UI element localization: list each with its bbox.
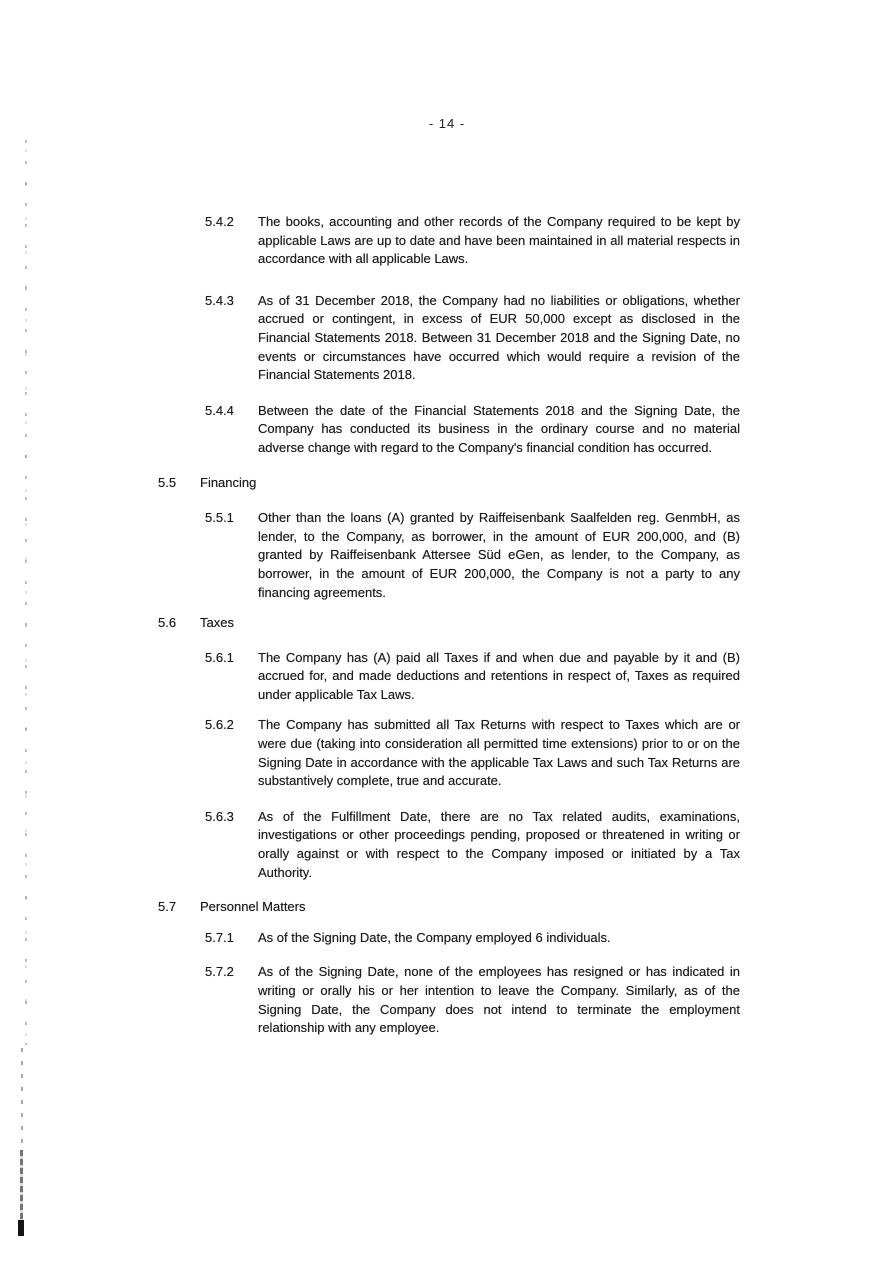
clause-5-7-2	[0, 963, 894, 1037]
section-number: 5.5	[158, 474, 177, 490]
clause-number: 5.7.2	[205, 964, 234, 980]
clause-text: As of the Fulfillment Date, there are no Tax related audits, examinations, investigations or other proceedings pending, proposed or threatened in writing or orally against or with respect to the Company imposed or initiated by a Tax Authority.	[258, 808, 740, 880]
clause-number: 5.4.2	[205, 214, 234, 229]
clause-5-4-2	[0, 213, 894, 269]
section-title: Financing	[200, 474, 257, 490]
section-number: 5.7	[158, 899, 177, 915]
clause-5-6-1	[0, 649, 894, 705]
section-title: Taxes	[200, 615, 234, 631]
clause-number: 5.7.1	[205, 929, 234, 945]
scan-artifact-mid	[21, 1048, 23, 1152]
section-number: 5.6	[158, 615, 177, 631]
section-title: Personnel Matters	[200, 899, 306, 915]
clause-text: The Company has (A) paid all Taxes if and when due and payable by it and (B) accrued for, and made deductions and retentions in respect of, Taxes as required under applicable Tax Laws.	[258, 649, 740, 702]
clause-text: The Company has submitted all Tax Returns with respect to Taxes which are or were due (taking into consideration all permitted time extensions) prior to or on the Signing Date in accordance with the applicable Tax Laws and such Tax Returns are substantively complete, true and accurate.	[258, 717, 740, 789]
section-heading-5-7	[0, 898, 894, 917]
clause-5-6-3	[0, 808, 894, 882]
clause-5-5-1	[0, 509, 894, 602]
clause-text: As of the Signing Date, the Company employed 6 individuals.	[258, 929, 611, 945]
clause-text: Between the date of the Financial Statements 2018 and the Signing Date, the Company has conducted its business in the ordinary course and no material adverse change with regard to the Company's financial condition has occurred.	[258, 402, 740, 455]
section-heading-5-5	[0, 474, 894, 493]
clause-5-4-3	[0, 292, 894, 385]
clause-number: 5.6.3	[205, 808, 234, 824]
section-heading-5-6	[0, 614, 894, 633]
clause-text: The books, accounting and other records of the Company required to be kept by applicable Laws are up to date and have been maintained in all material respects in accordance with all applicable Laws.	[258, 214, 740, 267]
document-body	[0, 213, 894, 1038]
clause-number: 5.5.1	[205, 510, 234, 526]
clause-number: 5.4.3	[205, 292, 234, 308]
clause-number: 5.6.1	[205, 649, 234, 665]
clause-text: As of the Signing Date, none of the employees has resigned or has indicated in writing or orally his or her intention to leave the Company. Similarly, as of the Signing Date, the Company does not intend to terminate the employment relationship with any employee.	[258, 964, 740, 1036]
page-number: - 14 -	[428, 116, 466, 131]
clause-5-6-2	[0, 716, 894, 790]
clause-5-7-1	[0, 929, 894, 948]
scan-artifact-blob	[18, 1220, 24, 1236]
clause-5-4-4	[0, 402, 894, 458]
clause-number: 5.6.2	[205, 717, 234, 733]
clause-number: 5.4.4	[205, 402, 234, 418]
clause-text: As of 31 December 2018, the Company had no liabilities or obligations, whether accrued or contingent, in excess of EUR 50,000 except as disclosed in the Financial Statements 2018. Between 31 December 2018 and the Signing Date, no events or circumstances have occurred which would require a revision of the Financial Statements 2018.	[258, 292, 740, 383]
clause-text: Other than the loans (A) granted by Raiffeisenbank Saalfelden reg. GenmbH, as lender, to the Company, as borrower, in the amount of EUR 200,000, and (B) granted by Raiffeisenbank Attersee Süd eGen, as lender, to the Company, as borrower, in the amount of EUR 200,000, the Company is not a party to any financing agreements.	[258, 510, 740, 600]
